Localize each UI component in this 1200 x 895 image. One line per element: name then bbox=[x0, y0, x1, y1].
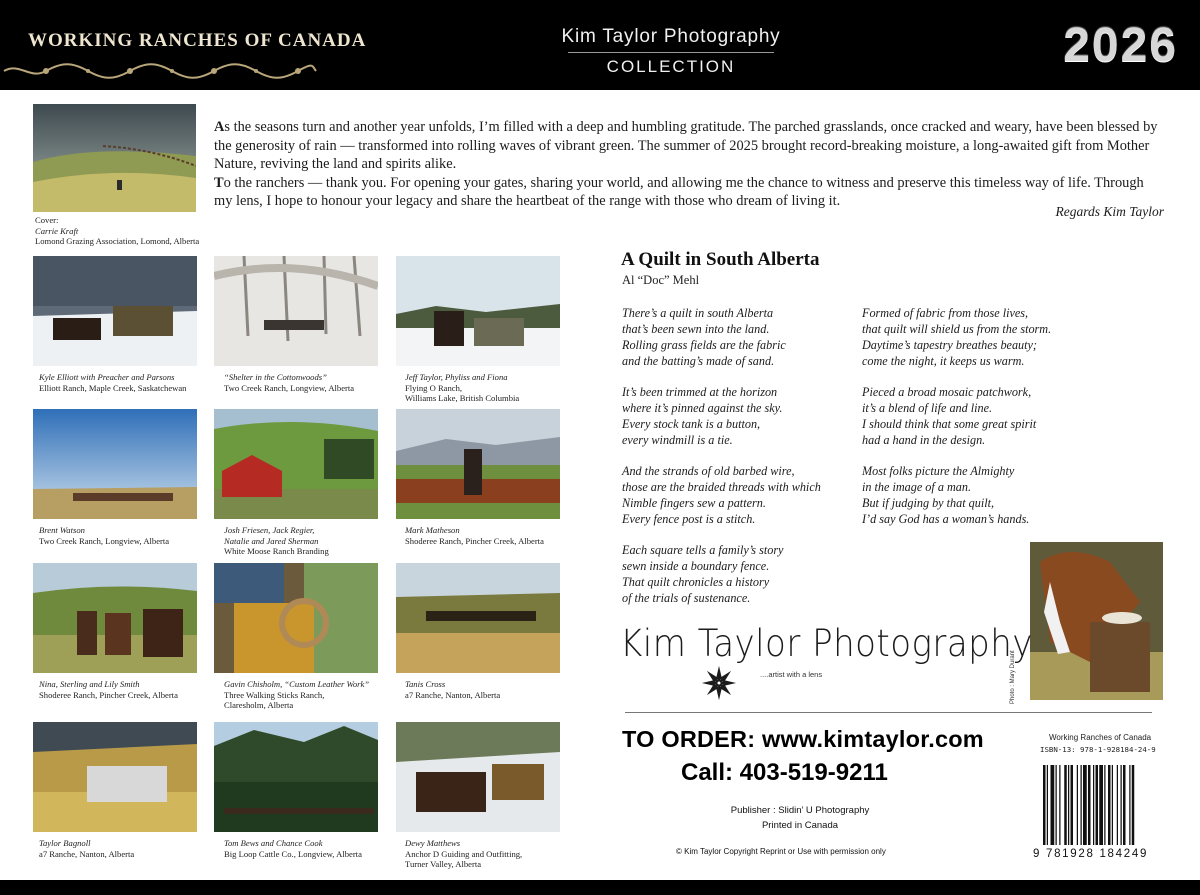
photo-caption: Tanis Cross a7 Ranche, Nanton, Alberta bbox=[405, 679, 501, 700]
photo-tile bbox=[33, 563, 197, 673]
header-rule bbox=[568, 52, 774, 53]
isbn-title: Working Ranches of Canada bbox=[1049, 733, 1152, 742]
poem-stanza: And the strands of old barbed wire, those are the braided threads with which Nimble fingers sew a pattern. Every fence post is a stitch. bbox=[622, 464, 821, 526]
photo-tile bbox=[396, 563, 560, 673]
publisher-line: Publisher : Slidin’ U Photography bbox=[730, 805, 870, 816]
calendar-year: 2026 bbox=[1063, 19, 1178, 72]
photo-tile bbox=[396, 722, 560, 832]
poem-author: Al “Doc” Mehl bbox=[622, 273, 700, 287]
photographer-portrait bbox=[1030, 542, 1163, 700]
brand-tagline: ....artist with a lens bbox=[760, 670, 823, 679]
photo-credit: Photo : Mary Durant bbox=[1010, 650, 1016, 704]
photo-caption: Nina, Sterling and Lily Smith Shoderee Ranch, Pincher Creek, Alberta bbox=[39, 679, 178, 700]
photo-tile bbox=[33, 722, 197, 832]
order-phone[interactable]: Call: 403-519-9211 bbox=[681, 759, 888, 786]
header-band bbox=[0, 0, 1200, 90]
isbn-number: ISBN-13: 978-1-928184-24-9 bbox=[1040, 745, 1156, 754]
cover-photo bbox=[33, 104, 196, 212]
photo-caption: “Shelter in the Cottonwoods” Two Creek Ranch, Longview, Alberta bbox=[224, 372, 355, 393]
photo-caption: Dewy Matthews Anchor D Guiding and Outfitting, Turner Valley, Alberta bbox=[405, 838, 523, 870]
photo-tile bbox=[214, 409, 378, 519]
calendar-title: WORKING RANCHES OF CANADA bbox=[28, 30, 367, 51]
photo-caption: Gavin Chisholm, “Custom Leather Work” Three Walking Sticks Ranch, Claresholm, Alberta bbox=[224, 679, 370, 711]
barcode-number: 9 781928 184249 bbox=[1033, 848, 1149, 860]
photo-tile bbox=[396, 256, 560, 366]
photo-caption: Jeff Taylor, Phyliss and Fiona Flying O Ranch, Williams Lake, British Columbia bbox=[405, 372, 520, 404]
photo-tile bbox=[214, 256, 378, 366]
poem-stanza: It’s been trimmed at the horizon where it’s pinned against the sky. Every stock tank is a button, every windmill is a tie. bbox=[622, 385, 783, 447]
photo-tile bbox=[33, 256, 197, 366]
photo-tile bbox=[214, 563, 378, 673]
spur-rowel-icon bbox=[700, 664, 738, 702]
publisher-title: Kim Taylor Photography bbox=[561, 26, 781, 47]
footer-band bbox=[0, 880, 1200, 895]
publisher-subtitle: COLLECTION bbox=[606, 57, 736, 76]
poem-stanza: Most folks picture the Almighty in the image of a man. But if judging by that quilt, I’d say God has a woman’s hands. bbox=[862, 464, 1030, 526]
photo-tile bbox=[214, 722, 378, 832]
poem-stanza: Each square tells a family’s story sewn inside a boundary fence. That quilt chronicles a history of the trials of sustenance. bbox=[622, 543, 784, 605]
photo-tile bbox=[396, 409, 560, 519]
poem-stanza: Pieced a broad mosaic patchwork, it’s a blend of life and line. I should think that some great spirit had a hand in the design. bbox=[862, 385, 1037, 447]
cover-caption: Cover: Carrie Kraft Lomond Grazing Association, Lomond, Alberta bbox=[35, 215, 200, 247]
photo-caption: Taylor Bagnoll a7 Ranche, Nanton, Alberta bbox=[39, 838, 135, 859]
poem-stanza: Formed of fabric from those lives, that quilt will shield us from the storm. Daytime’s tapestry breathes beauty; come the night, it keeps us warm. bbox=[862, 306, 1052, 368]
divider bbox=[625, 712, 1152, 713]
order-website-link[interactable]: TO ORDER: www.kimtaylor.com bbox=[622, 726, 984, 752]
poem-title: A Quilt in South Alberta bbox=[621, 249, 820, 270]
photo-caption: Mark Matheson Shoderee Ranch, Pincher Creek, Alberta bbox=[405, 525, 544, 546]
ornament-divider-icon bbox=[0, 62, 320, 80]
copyright-line: © Kim Taylor Copyright Reprint or Use with permission only bbox=[676, 847, 886, 856]
photo-tile bbox=[33, 409, 197, 519]
signature-line: Regards Kim Taylor bbox=[1055, 204, 1164, 219]
photo-caption: Tom Bews and Chance Cook Big Loop Cattle Co., Longview, Alberta bbox=[224, 838, 362, 859]
photo-caption: Brent Watson Two Creek Ranch, Longview, Alberta bbox=[39, 525, 170, 546]
photo-caption: Josh Friesen, Jack Regier, Natalie and Jared Sherman White Moose Ranch Branding bbox=[224, 525, 329, 557]
printed-line: Printed in Canada bbox=[761, 820, 839, 831]
intro-text: As the seasons turn and another year unfolds, I’m filled with a deep and humbling gratitude. The parched grasslands, once cracked and weary, have been blessed by the generosity of rain — transformed into rolling waves of vibrant green. The summer of 2025 brought record-breaking moisture, a long-awaited gift from Mother Nature, reviving the land and spirits alike. To the ranchers — thank you. For opening your gates, sharing your world, and allowing me the chance to witness and preserve this timeless way of life. Through my lens, I hope to honour your legacy and share the heartbeat of the range with those who dream of living it. bbox=[214, 119, 1158, 210]
barcode-icon bbox=[1041, 765, 1165, 845]
poem-stanza: There’s a quilt in south Alberta that’s been sewn into the land. Rolling grass fields are the fabric and the batting’s made of sand. bbox=[622, 306, 786, 368]
photo-caption: Kyle Elliott with Preacher and Parsons Elliott Ranch, Maple Creek, Saskatchewan bbox=[39, 372, 187, 393]
brand-logo-text: Kim Taylor Photography bbox=[620, 622, 1033, 665]
